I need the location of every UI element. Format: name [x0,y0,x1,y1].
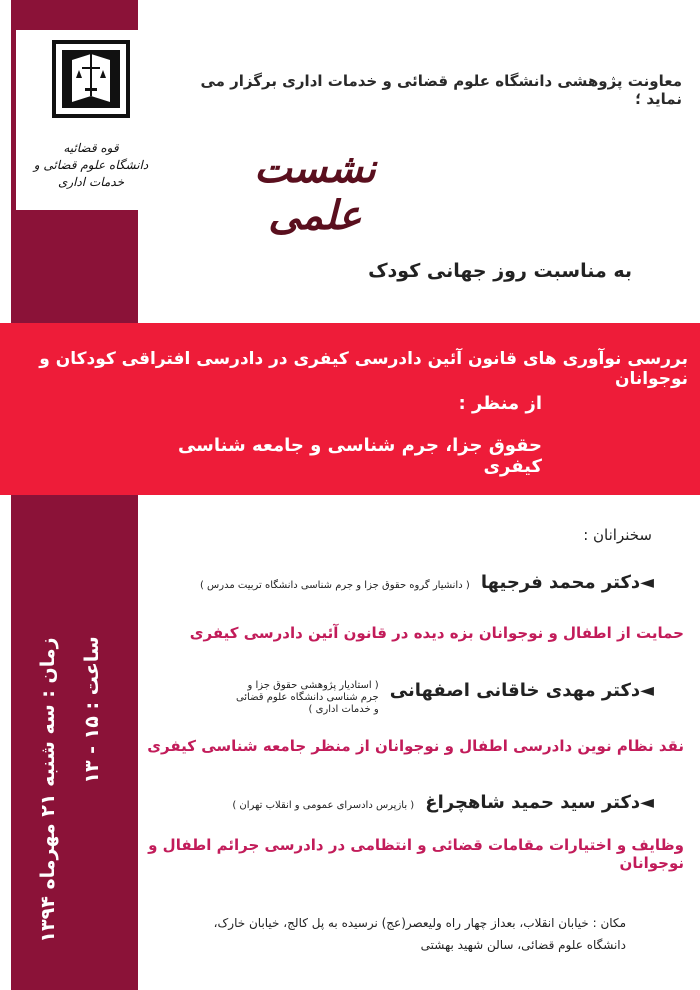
speaker-name: ◄دکتر مهدی خاقانی اصفهانی [389,680,654,701]
occasion-subtitle: به مناسبت روز جهانی کودک [368,260,632,282]
justice-book-emblem [52,40,130,118]
logo-line-2: دانشگاه علوم قضائی و خدمات اداری [33,158,149,189]
event-time: ساعت : ۱۵ - ۱۳ [81,636,103,784]
speaker-affiliation: ( دانشیار گروه حقوق جزا و جرم شناسی دانشگاه تربیت مدرس ) [199,580,470,591]
banner-perspective-label: از منظر : [458,393,542,414]
speaker-3 [134,792,654,813]
speaker-1 [134,572,654,593]
speaker-affiliation: ( استادیار پژوهشی حقوق جزا و جرم شناسی دانشگاه علوم قضائی و خدمات اداری ) [235,680,379,715]
location-line-2: دانشگاه علوم قضائی، سالن شهید بهشتی [420,938,626,952]
speakers-heading: سخنرانان : [583,526,652,544]
university-logo [16,30,166,210]
page-title: نشست علمی [254,145,376,239]
speaker-name: ◄دکتر سید حمید شاهچراغ [425,792,654,813]
banner-title: بررسی نوآوری های قانون آئین دادرسی کیفری در دادرسی افتراقی کودکان و نوجوانان [39,349,688,389]
location-line-1: مکان : خیابان انقلاب، بعداز چهار راه ولیعصر(عج) نرسیده به پل کالج، خیابان خارک، [213,916,626,930]
speaker-topic: وظایف و اختیارات مقامات قضائی و انتظامی در دادرسی جرائم اطفال و نوجوانان [148,836,684,872]
speaker-name: ◄دکتر محمد فرجیها [480,572,654,593]
banner-perspectives: حقوق جزا، جرم شناسی و جامعه شناسی کیفری [177,435,542,477]
speaker-2 [134,680,654,716]
event-location [126,912,626,956]
speaker-topic: نقد نظام نوین دادرسی اطفال و نوجوانان از منظر جامعه شناسی کیفری [147,737,684,755]
event-date: زمان : سه شنبه ۲۱ مهرماه ۱۳۹۴ [37,637,59,943]
logo-line-1: قوه قضائیه [63,141,119,155]
intro-text: معاونت پژوهشی دانشگاه علوم قضائی و خدمات اداری برگزار می نماید ؛ [200,72,682,108]
event-datetime [26,620,126,960]
logo-caption [16,140,166,191]
speaker-affiliation: ( بازپرس دادسرای عمومی و انقلاب تهران ) [232,800,415,811]
speaker-topic: حمایت از اطفال و نوجوانان بزه دیده در قانون آئین دادرسی کیفری [189,624,684,642]
topic-banner [0,323,700,495]
